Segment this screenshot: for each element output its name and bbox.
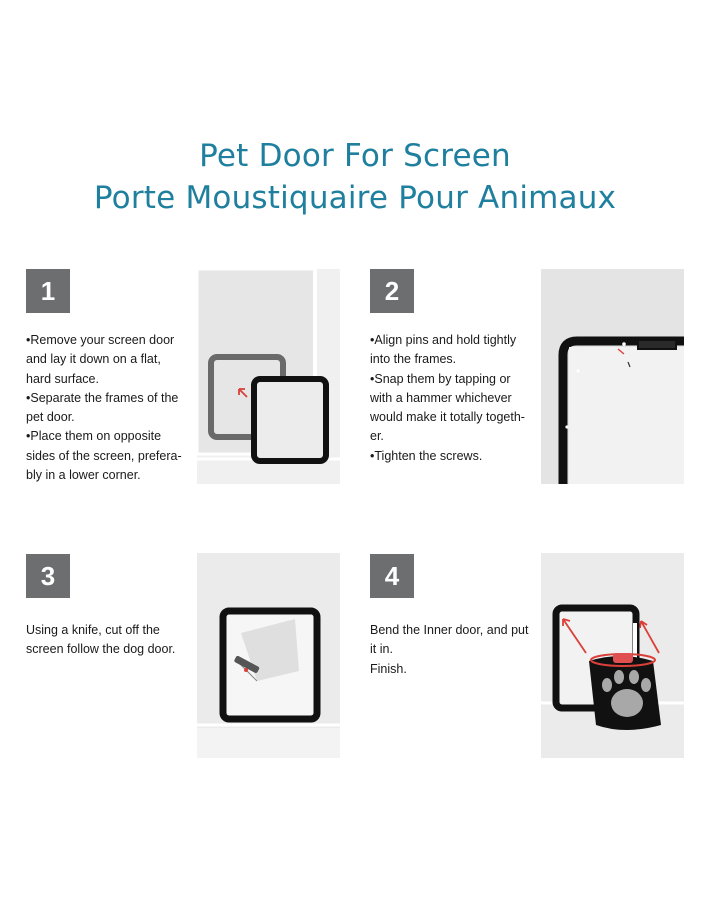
step-1-line: pet door. <box>26 410 75 425</box>
step-1-line: sides of the screen, prefera- <box>26 448 182 463</box>
step-3-text <box>26 621 175 660</box>
step-1-line: •Separate the frames of the <box>26 390 179 405</box>
step-1-line: •Place them on opposite <box>26 429 162 444</box>
step-4-badge: 4 <box>370 554 414 598</box>
step-1-badge: 1 <box>26 269 70 313</box>
step-2-line: into the frames. <box>370 352 457 367</box>
step-1-line: bly in a lower corner. <box>26 468 141 483</box>
step-1-image <box>197 269 340 484</box>
step-3-line: screen follow the dog door. <box>26 642 176 657</box>
title-french: Porte Moustiquaire Pour Animaux <box>93 180 617 216</box>
step-1-text <box>26 331 182 485</box>
step-3-line: Using a knife, cut off the <box>26 623 160 637</box>
step-2-line: •Align pins and hold tightly <box>370 333 517 347</box>
step-4-line: Finish. <box>370 661 407 676</box>
step-4-image <box>541 553 684 758</box>
step-2-line: er. <box>370 429 384 444</box>
step-2-badge: 2 <box>370 269 414 313</box>
title-english: Pet Door For Screen <box>199 138 511 174</box>
step-2-image <box>541 269 684 484</box>
step-1-line: hard surface. <box>26 371 99 386</box>
step-3-badge: 3 <box>26 554 70 598</box>
step-2-line: •Snap them by tapping or <box>370 371 511 386</box>
step-4-line: it in. <box>370 642 393 657</box>
step-2-text <box>370 331 525 466</box>
step-1-line: and lay it down on a flat, <box>26 352 161 367</box>
step-2-line: •Tighten the screws. <box>370 448 483 463</box>
step-1-line: •Remove your screen door <box>26 333 175 347</box>
step-4-text <box>370 621 528 679</box>
step-3-image <box>197 553 340 758</box>
step-2-line: with a hammer whichever <box>370 390 512 405</box>
step-2-line: would make it totally togeth- <box>370 410 525 425</box>
step-4-line: Bend the Inner door, and put <box>370 623 529 637</box>
